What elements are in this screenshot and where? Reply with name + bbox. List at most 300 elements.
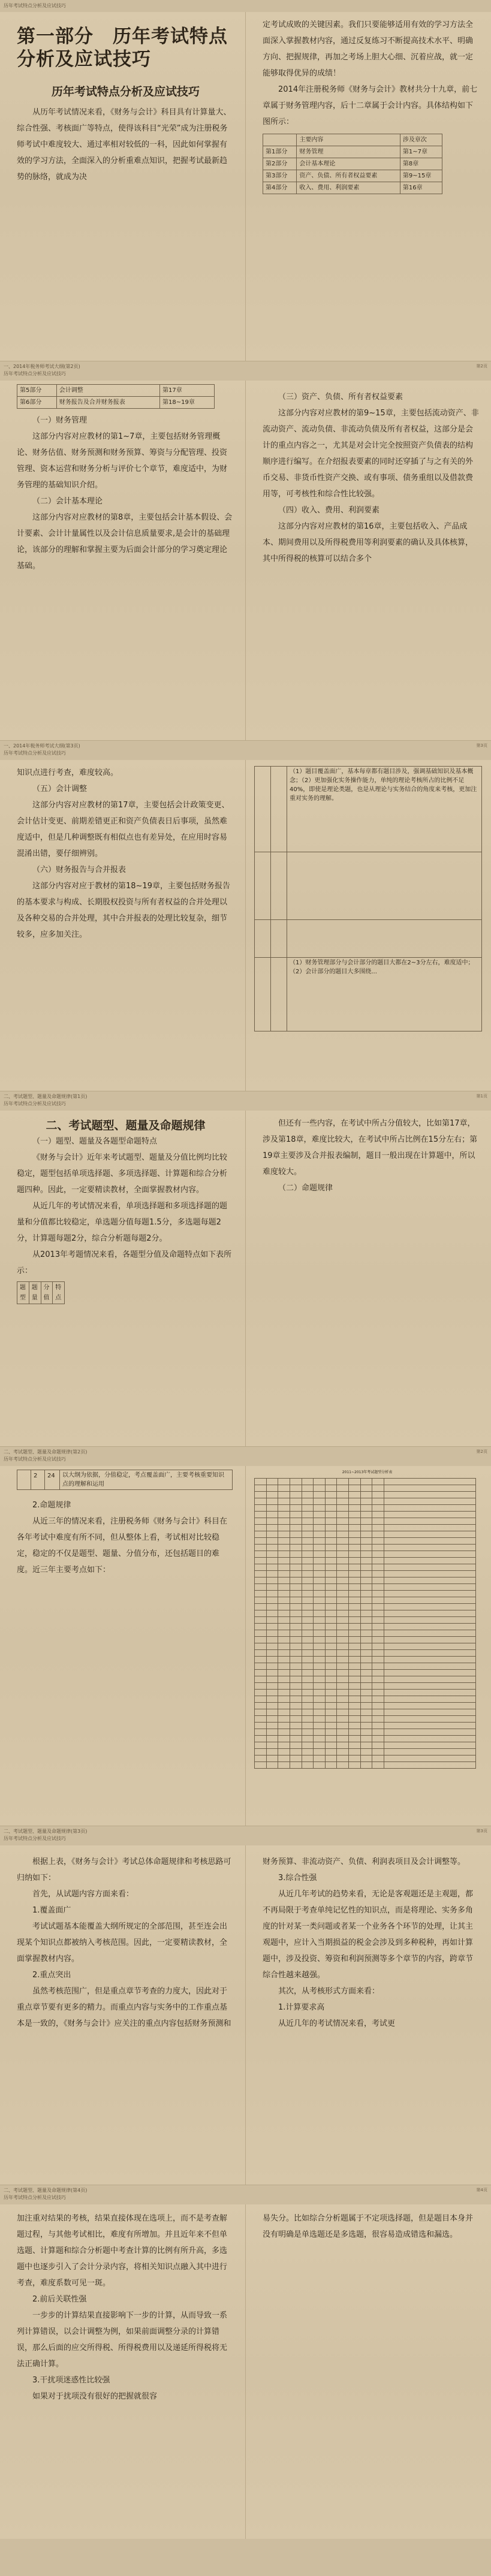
table-cell	[302, 1643, 314, 1650]
exam-analysis-grid	[254, 1478, 476, 1769]
table-cell	[314, 1755, 326, 1762]
table-cell	[325, 1670, 337, 1676]
table-cell	[372, 1571, 384, 1577]
table-cell	[349, 1558, 361, 1564]
page-left-column	[0, 760, 246, 1091]
table-cell	[255, 1558, 267, 1564]
table-cell	[302, 1498, 314, 1505]
table-cell	[360, 1617, 372, 1624]
table-cell	[325, 1558, 337, 1564]
table-cell	[337, 1518, 349, 1525]
paragraph: 加注重对结果的考核，结果直接体现在选项上，而不是考查解题过程，与其他考试相比，难度有所增加。并且近年来不但单选题、计算题和综合分析题中考查计算的比例有所升高，多选题中也逐步引入了会计分录内容，将相关知识点融入其中进行考查，难度系数可见一斑。	[17, 2214, 228, 2288]
table-cell: 第3部分	[263, 170, 297, 182]
table-cell: 涉及章次	[400, 134, 442, 146]
table-row	[255, 1624, 476, 1630]
section-heading: （三）资产、负债、所有者权益要素	[278, 393, 403, 402]
table-cell	[278, 1716, 290, 1723]
table-cell	[266, 1512, 278, 1518]
table-cell	[302, 1538, 314, 1545]
table-cell	[255, 1703, 267, 1709]
table-cell: 2	[31, 1470, 45, 1490]
table-cell	[360, 1485, 372, 1492]
section-heading: （二）会计基本理论	[32, 497, 103, 506]
table-cell	[337, 1617, 349, 1624]
table-cell	[314, 1749, 326, 1755]
table-cell	[255, 1709, 267, 1716]
table-cell	[337, 1558, 349, 1564]
table-cell	[337, 1597, 349, 1604]
table-cell	[384, 1558, 476, 1564]
table-row	[255, 920, 482, 958]
table-cell	[314, 1683, 326, 1690]
table-cell	[360, 1571, 372, 1577]
document-title: 历年考试特点分析及应试技巧	[4, 3, 66, 8]
table-cell	[314, 1512, 326, 1518]
paragraph: 1.覆盖面广	[32, 1906, 71, 1915]
table-cell	[325, 1479, 337, 1485]
table-cell	[266, 1723, 278, 1729]
table-cell	[255, 1736, 267, 1742]
footer-subtitle: 历年考试特点分析及应试技巧	[4, 2195, 66, 2200]
paragraph: 从近几年的考试情况来看，单项选择题和多项选择题的题量和分值都比较稳定，单选题分值每题1.5分，多选题每题2分，计算题每题2分，综合分析题每题2分。	[17, 1202, 228, 1243]
table-cell	[266, 1643, 278, 1650]
table-cell: （1）财务管理部分与会计部分的题目大都在2~3分左右，难度适中；（2）会计部分的题目大多围绕...	[287, 958, 482, 1031]
table-cell	[325, 1591, 337, 1597]
footer-heading: 二、考试题型、题量及命题规律(第3页)	[4, 1829, 88, 1834]
table-cell	[360, 1650, 372, 1657]
table-cell	[314, 1525, 326, 1531]
table-cell	[360, 1703, 372, 1709]
table-cell	[278, 1690, 290, 1696]
table-cell	[372, 1531, 384, 1538]
paragraph: 这部分内容对应教材的第9~15章，主要包括流动资产、非流动资产、流动负债、非流动负债及所有者权益，这部分是会计的重点内容之一，尤其是对会计完全按照资产负债表的结构顺序进行编写。在介绍报表要素的同时还穿插了与之有关的外币交易、非货币性资产交换、或有事项、债务重组以及借款费用等，可考核性和综合性比较强。	[263, 409, 479, 499]
table-cell	[290, 1703, 302, 1709]
table-row	[255, 1657, 476, 1663]
table-cell	[290, 1637, 302, 1643]
table-cell	[266, 1657, 278, 1663]
table-cell	[278, 1749, 290, 1755]
table-cell	[255, 1657, 267, 1663]
table-cell	[266, 1755, 278, 1762]
table-row	[263, 158, 442, 170]
table-cell	[360, 1676, 372, 1683]
table-cell	[384, 1630, 476, 1637]
table-cell	[337, 1512, 349, 1518]
table-cell	[290, 1531, 302, 1538]
table-cell	[255, 1610, 267, 1617]
table-cell	[360, 1755, 372, 1762]
table-cell	[278, 1624, 290, 1630]
table-cell	[349, 1479, 361, 1485]
table-cell	[266, 1749, 278, 1755]
table-cell	[255, 1525, 267, 1531]
table-cell	[290, 1709, 302, 1716]
table-cell	[372, 1749, 384, 1755]
table-cell	[349, 1518, 361, 1525]
paragraph: 但还有一些内容，在考试中所占分值较大，比如第17章，涉及第18章，难度比较大，在考试中所占比例在15分左右；第19章主要涉及合并报表编制，题目一般出现在计算题中，所以难度较大。	[263, 1119, 478, 1177]
table-cell	[314, 1703, 326, 1709]
table-cell	[302, 1729, 314, 1736]
table-cell	[372, 1703, 384, 1709]
table-cell	[384, 1709, 476, 1716]
table-cell	[266, 1696, 278, 1703]
table-cell: 第1~7章	[400, 146, 442, 158]
table-row	[263, 182, 442, 194]
table-cell	[302, 1479, 314, 1485]
section-heading: （一）题型、题量及各题型命题特点	[32, 1137, 158, 1146]
table-row	[255, 1564, 476, 1571]
table-cell	[302, 1742, 314, 1749]
table-cell	[302, 1505, 314, 1512]
table-cell	[266, 1663, 278, 1670]
table-cell	[255, 1624, 267, 1630]
table-cell: 会计调整	[56, 385, 159, 397]
table-cell	[314, 1485, 326, 1492]
table-cell: 题量	[29, 1282, 41, 1304]
table-cell	[290, 1736, 302, 1742]
table-cell	[325, 1637, 337, 1643]
paragraph: 从近几年的考试情况来看，考试更	[278, 2019, 396, 2028]
paragraph: 从历年考试情况来看，《财务与会计》科目具有计算量大、综合性强、考核面广等特点，使得该科目“光荣”成为注册税务师考试中难度较大、通过率相对较低的一科，因此如何掌握有效的学习方法，全面深入的分析重难点知识，把握考试最新趋势的脉络，就成为决	[17, 108, 231, 182]
table-cell	[278, 1545, 290, 1551]
table-cell	[278, 1676, 290, 1683]
table-cell	[290, 1525, 302, 1531]
table-cell	[314, 1479, 326, 1485]
table-row	[255, 1479, 476, 1485]
table-cell	[278, 1584, 290, 1591]
table-cell	[325, 1729, 337, 1736]
table-cell	[290, 1630, 302, 1637]
table-cell	[325, 1650, 337, 1657]
table-cell	[302, 1551, 314, 1558]
footer-heading: 一、2014年税务师考试大纲(第2页)	[4, 364, 80, 369]
table-cell	[372, 1485, 384, 1492]
table-cell	[384, 1498, 476, 1505]
table-cell	[337, 1762, 349, 1769]
table-cell	[337, 1755, 349, 1762]
table-row	[255, 1729, 476, 1736]
table-cell: 第16章	[400, 182, 442, 194]
table-row	[255, 1597, 476, 1604]
paragraph: 定考试成败的关键因素。我们只要能够适用有效的学习方法全面深入掌握教材内容，通过反复练习不断提高技术水平、明确方向、把握规律，再加之考场上胆大心细、沉着应战，就一定能够取得优异的成绩！	[263, 20, 474, 78]
table-row	[255, 1670, 476, 1676]
table-cell	[325, 1492, 337, 1498]
table-row	[255, 1643, 476, 1650]
table-row	[255, 1709, 476, 1716]
paragraph: 虽然考核范围广，但是重点章节考查的力度大，因此对于重点章节要有更多的精力。而重点内容与实务中的工作重点基本是一致的，《财务与会计》应关注的重点内容包括财务预测和	[17, 1987, 231, 2028]
footer-heading: 二、考试题型、题量及命题规律(第2页)	[4, 1449, 88, 1455]
table-cell	[266, 1637, 278, 1643]
table-cell	[337, 1709, 349, 1716]
table-cell	[337, 1630, 349, 1637]
page-row	[0, 1111, 491, 1446]
table-cell	[266, 1545, 278, 1551]
table-cell	[384, 1591, 476, 1597]
table-cell: 第18~19章	[160, 397, 215, 409]
table-cell	[372, 1597, 384, 1604]
table-cell	[314, 1492, 326, 1498]
table-cell	[360, 1597, 372, 1604]
table-row	[17, 397, 215, 409]
table-cell	[266, 1604, 278, 1610]
table-cell	[349, 1492, 361, 1498]
table-cell	[325, 1643, 337, 1650]
table-cell	[314, 1604, 326, 1610]
table-cell	[287, 920, 482, 958]
table-cell	[384, 1723, 476, 1729]
table-cell	[337, 1729, 349, 1736]
table-cell: 第5部分	[17, 385, 57, 397]
table-cell	[372, 1630, 384, 1637]
page-number: 第3页	[476, 743, 487, 748]
table-cell	[290, 1742, 302, 1749]
table-cell	[255, 1637, 267, 1643]
section-heading: 历年考试特点分析及应试技巧	[51, 85, 200, 98]
table-cell	[290, 1577, 302, 1584]
chapter-structure-table	[263, 134, 442, 194]
table-cell	[290, 1604, 302, 1610]
table-cell	[302, 1723, 314, 1729]
table-cell	[360, 1551, 372, 1558]
page-left-column	[0, 1111, 246, 1446]
table-cell	[314, 1723, 326, 1729]
table-cell	[314, 1670, 326, 1676]
table-cell	[314, 1696, 326, 1703]
table-cell: 24	[45, 1470, 60, 1490]
table-cell	[372, 1584, 384, 1591]
paragraph: 首先，从试题内容方面来看：	[32, 1890, 134, 1899]
table-cell	[302, 1558, 314, 1564]
table-cell	[266, 1624, 278, 1630]
table-cell	[255, 1749, 267, 1755]
table-cell	[266, 1558, 278, 1564]
table-cell	[290, 1584, 302, 1591]
table-cell	[325, 1703, 337, 1709]
table-cell	[255, 1545, 267, 1551]
page-footer-strip	[0, 1091, 491, 1111]
table-cell	[360, 1670, 372, 1676]
table-cell	[255, 1650, 267, 1657]
table-row	[255, 1492, 476, 1498]
table-cell	[360, 1624, 372, 1630]
paragraph: 1.计算要求高	[278, 2003, 325, 2012]
paragraph: 2.前后关联性强	[32, 2295, 87, 2304]
table-cell	[384, 1505, 476, 1512]
page-right-column	[246, 12, 491, 361]
table-cell	[384, 1577, 476, 1584]
table-cell	[255, 1518, 267, 1525]
table-row	[255, 767, 482, 852]
table-cell	[266, 1709, 278, 1716]
table-cell	[290, 1729, 302, 1736]
footer-subtitle: 历年考试特点分析及应试技巧	[4, 1456, 66, 1462]
table-cell	[255, 1538, 267, 1545]
page-footer-strip	[0, 1446, 491, 1466]
table-cell	[278, 1703, 290, 1709]
table-cell	[314, 1637, 326, 1643]
table-cell	[337, 1670, 349, 1676]
table-cell	[290, 1696, 302, 1703]
paragraph: 从近几年考试的趋势来看，无论是客观题还是主观题，都不再局限于考查单纯记忆性的知识点，而是将理论、实务多角度的针对某一类问题或者某一个业务各个环节的处理，让其主观题中，应计入当期损益的税金会涉及到多种税种，再如计算题中，涉及投资、筹资和利润预测等多个章节的内容，跨章节综合性越来越强。	[263, 1890, 474, 1980]
table-cell	[349, 1531, 361, 1538]
table-cell	[349, 1525, 361, 1531]
table-cell	[337, 1663, 349, 1670]
table-cell	[384, 1637, 476, 1643]
table-cell	[325, 1676, 337, 1683]
table-cell	[337, 1690, 349, 1696]
section-heading: （五）会计调整	[32, 785, 88, 794]
paragraph: 2014年注册税务师《财务与会计》教材共分十九章，前七章属于财务管理内容，后十二章属于会计内容。具体结构如下图所示：	[263, 85, 478, 126]
table-cell	[290, 1492, 302, 1498]
table-cell	[384, 1690, 476, 1696]
table-cell	[290, 1749, 302, 1755]
table-cell	[325, 1709, 337, 1716]
table-cell	[266, 1716, 278, 1723]
table-cell	[302, 1624, 314, 1630]
table-cell	[314, 1591, 326, 1597]
table-cell	[384, 1545, 476, 1551]
table-cell	[266, 1690, 278, 1696]
table-cell	[372, 1545, 384, 1551]
table-cell	[278, 1762, 290, 1769]
table-cell	[325, 1696, 337, 1703]
table-cell	[266, 1492, 278, 1498]
table-cell	[360, 1709, 372, 1716]
table-cell	[302, 1577, 314, 1584]
table-cell	[314, 1657, 326, 1663]
table-cell	[314, 1643, 326, 1650]
table-cell	[302, 1604, 314, 1610]
table-cell	[372, 1755, 384, 1762]
table-cell	[384, 1485, 476, 1492]
table-cell	[255, 1742, 267, 1749]
table-cell: 第6部分	[17, 397, 57, 409]
table-cell	[337, 1742, 349, 1749]
table-cell	[372, 1723, 384, 1729]
table-cell	[349, 1663, 361, 1670]
table-cell	[349, 1630, 361, 1637]
table-cell	[325, 1742, 337, 1749]
table-cell	[360, 1690, 372, 1696]
table-cell	[302, 1485, 314, 1492]
table-cell	[290, 1624, 302, 1630]
table-cell	[314, 1650, 326, 1657]
table-cell	[349, 1637, 361, 1643]
table-cell	[302, 1657, 314, 1663]
table-row	[255, 1591, 476, 1597]
table-cell	[360, 1610, 372, 1617]
table-cell	[325, 1545, 337, 1551]
page-footer-strip	[0, 2185, 491, 2204]
table-cell	[360, 1512, 372, 1518]
table-cell	[325, 1755, 337, 1762]
page-number: 第2页	[476, 1449, 487, 1454]
footer-subtitle: 历年考试特点分析及应试技巧	[4, 1101, 66, 1106]
table-cell	[360, 1716, 372, 1723]
paragraph: 从近三年的情况来看，注册税务师《财务与会计》科目在各年考试中难度有所不同，但从整体上看，考试相对比较稳定，稳定的不仅是题型、题量、分值分布，还包括题目的难度。近三年主要考点如下：	[17, 1517, 228, 1574]
table-cell	[278, 1755, 290, 1762]
document-top-strip	[0, 0, 491, 12]
table-cell	[349, 1729, 361, 1736]
table-cell	[349, 1577, 361, 1584]
table-cell	[372, 1709, 384, 1716]
table-cell	[360, 1545, 372, 1551]
page-right-column	[246, 2204, 491, 2539]
table-cell	[325, 1723, 337, 1729]
table-cell	[302, 1762, 314, 1769]
table-cell: 第2部分	[263, 158, 297, 170]
table-row	[255, 1505, 476, 1512]
table-row	[255, 1558, 476, 1564]
table-cell: 会计基本理论	[297, 158, 400, 170]
table-cell	[325, 1525, 337, 1531]
paragraph: 考试试题基本能覆盖大纲所规定的全部范围，甚至连会出现某个知识点都被纳入考核范围。因此，一定要精读教材，全面掌握教材内容。	[17, 1922, 228, 1963]
table-cell	[325, 1683, 337, 1690]
table-cell	[255, 1670, 267, 1676]
table-cell	[314, 1709, 326, 1716]
table-cell	[384, 1525, 476, 1531]
table-cell	[314, 1617, 326, 1624]
table-cell	[278, 1538, 290, 1545]
table-cell	[372, 1610, 384, 1617]
table-row	[255, 852, 482, 920]
table-cell	[255, 1663, 267, 1670]
table-cell	[278, 1597, 290, 1604]
table-cell	[290, 1597, 302, 1604]
table-cell	[325, 1624, 337, 1630]
table-cell	[349, 1538, 361, 1545]
table-row	[255, 1518, 476, 1525]
table-cell	[372, 1564, 384, 1571]
table-cell	[384, 1512, 476, 1518]
table-cell	[302, 1703, 314, 1709]
table-cell	[290, 1610, 302, 1617]
table-cell	[255, 1584, 267, 1591]
table-cell	[349, 1545, 361, 1551]
paragraph: 这部分内容对应教材的第17章，主要包括会计政策变更、会计估计变更、前期差错更正和资产负债表日后事项，虽然难度适中，但是几种调整既有相似点也有差异处，在应用时容易混淆出错，要仔细辨别。	[17, 801, 230, 858]
table-cell	[372, 1498, 384, 1505]
table-cell	[290, 1716, 302, 1723]
table-cell	[384, 1564, 476, 1571]
table-cell	[325, 1610, 337, 1617]
table-cell	[337, 1571, 349, 1577]
table-cell	[278, 1564, 290, 1571]
table-cell	[255, 1630, 267, 1637]
table-cell	[255, 1755, 267, 1762]
table-cell	[360, 1637, 372, 1643]
table-cell	[372, 1577, 384, 1584]
table-cell	[290, 1485, 302, 1492]
table-cell	[349, 1597, 361, 1604]
table-cell: 特点	[53, 1282, 65, 1304]
table-cell	[255, 1762, 267, 1769]
table-cell	[337, 1643, 349, 1650]
table-cell	[325, 1657, 337, 1663]
table-cell	[384, 1551, 476, 1558]
page-footer-strip	[0, 740, 491, 760]
table-cell	[314, 1630, 326, 1637]
table-cell	[314, 1676, 326, 1683]
table-cell	[349, 1624, 361, 1630]
table-cell	[302, 1545, 314, 1551]
table-cell	[278, 1630, 290, 1637]
table-cell	[278, 1558, 290, 1564]
table-row	[17, 1470, 233, 1490]
table-cell	[349, 1709, 361, 1716]
footer-subtitle: 历年考试特点分析及应试技巧	[4, 750, 66, 756]
table-cell	[349, 1571, 361, 1577]
table-cell	[278, 1604, 290, 1610]
